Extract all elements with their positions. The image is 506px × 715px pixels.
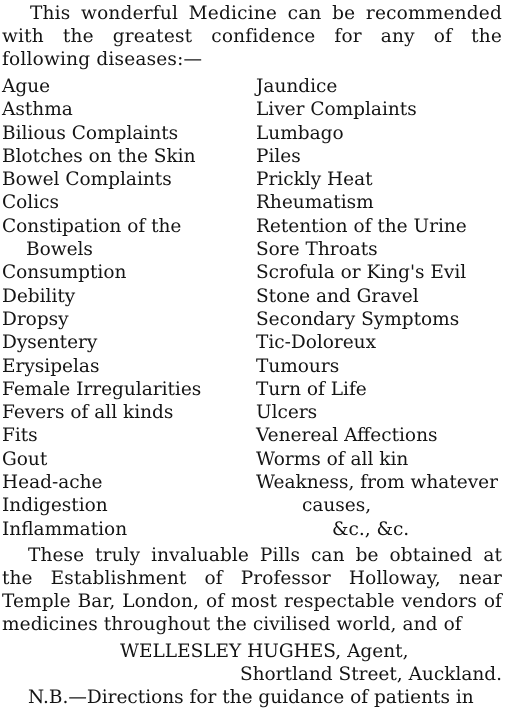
disease-item: Tic-Doloreux	[256, 332, 377, 354]
disease-item: Ulcers	[256, 402, 318, 424]
availability-text: These truly invaluable Pills can be obtained at the Establishment of Professor Holloway, near Temple Bar, London, of most respectable vendors of medicines throughout the civilised world, and of	[2, 545, 502, 635]
disease-item: Liver Complaints	[256, 99, 417, 121]
disease-item: Fevers of all kinds	[2, 402, 174, 424]
disease-item: Head-ache	[2, 472, 103, 494]
disease-item: Bilious Complaints	[2, 122, 179, 144]
disease-item: Dysentery	[2, 332, 98, 354]
disease-item: Rheumatism	[256, 192, 374, 214]
disease-item: Asthma	[2, 99, 73, 121]
availability-paragraph	[2, 544, 502, 636]
intro-paragraph: This wonderful Medicine can be recommended with the greatest confidence for any of the following diseases:—	[2, 3, 502, 70]
diseases-column-left	[2, 75, 242, 541]
disease-item: Weakness, from whatever	[256, 472, 498, 494]
disease-item: Colics	[2, 192, 59, 214]
disease-item: Scrofula or King's Evil	[256, 262, 467, 284]
disease-item: Blotches on the Skin	[2, 145, 196, 167]
disease-item: Constipation of the	[2, 215, 182, 237]
disease-item: Stone and Gravel	[256, 285, 419, 307]
diseases-column-right	[256, 75, 504, 541]
disease-item: Debility	[2, 285, 76, 307]
disease-item: Erysipelas	[2, 355, 100, 377]
disease-item: Venereal Affections	[256, 425, 438, 447]
disease-item: Tumours	[256, 355, 340, 377]
disease-item: Worms of all kin	[256, 448, 409, 470]
disease-item: Dropsy	[2, 308, 69, 330]
disease-item: Inflammation	[2, 518, 128, 540]
disease-item: Indigestion	[2, 495, 108, 517]
disease-item: Retention of the Urine	[256, 215, 467, 237]
disease-item: Ague	[2, 76, 51, 97]
disease-item: Piles	[256, 145, 301, 167]
disease-item: Fits	[2, 425, 38, 447]
disease-item: Secondary Symptoms	[256, 308, 460, 330]
disease-item-continuation: Bowels	[26, 239, 93, 261]
disease-item: Female Irregularities	[2, 378, 202, 400]
disease-item: Bowel Complaints	[2, 169, 172, 191]
disease-item: Turn of Life	[256, 378, 367, 400]
agent-address: Shortland Street, Auckland.	[239, 664, 502, 685]
disease-item: Sore Throats	[256, 239, 378, 261]
disease-item-continuation: causes,	[302, 495, 372, 517]
disease-list-etcetera: &c., &c.	[332, 518, 410, 540]
agent-name: WELLESLEY HUGHES, Agent,	[120, 641, 409, 662]
disease-item: Jaundice	[256, 76, 338, 97]
disease-item: Lumbago	[256, 122, 344, 144]
disease-item: Gout	[2, 448, 48, 470]
disease-item: Consumption	[2, 262, 127, 284]
disease-item: Prickly Heat	[256, 169, 373, 191]
nota-bene-line: N.B.—Directions for the guidance of patients in	[28, 687, 474, 708]
